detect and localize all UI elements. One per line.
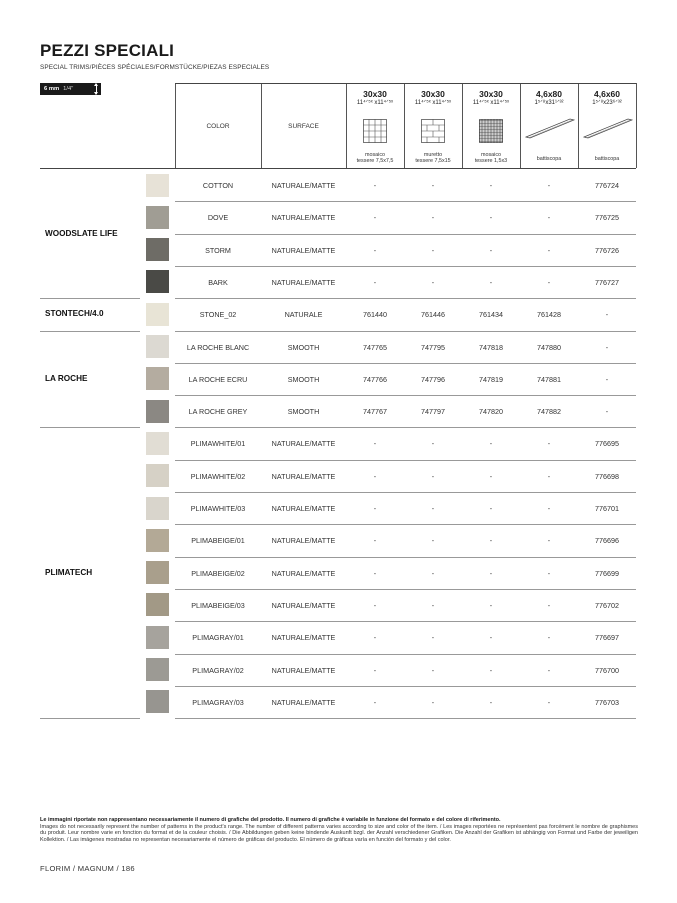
article-code: 776695 — [595, 439, 619, 449]
brick-pattern-icon — [421, 119, 445, 148]
surface-finish: NATURALE/MATTE — [271, 439, 336, 449]
surface-finish: NATURALE/MATTE — [271, 697, 336, 707]
article-code: - — [373, 697, 377, 707]
article-code: - — [489, 536, 493, 546]
color-swatch — [146, 367, 169, 390]
color-name: PLIMABEIGE/03 — [191, 600, 245, 610]
article-code: - — [373, 568, 377, 578]
article-code: - — [547, 665, 551, 675]
row-divider — [175, 718, 636, 719]
color-name: BARK — [208, 277, 228, 287]
article-code: - — [489, 633, 493, 643]
surface-finish: NATURALE/MATTE — [271, 471, 336, 481]
article-code: 776727 — [595, 277, 619, 287]
format-tile-size: tessere 7,5x7,5 — [356, 158, 394, 164]
article-code: - — [373, 504, 377, 513]
article-code: - — [431, 600, 435, 610]
group-divider — [40, 718, 140, 719]
color-name: COTTON — [202, 181, 234, 190]
format-description: muretto — [423, 152, 443, 158]
article-code: - — [547, 181, 551, 190]
article-code: 761446 — [421, 310, 445, 320]
article-code: - — [605, 342, 609, 352]
article-code: 747795 — [421, 342, 445, 352]
format-size: 4,6x80 — [536, 89, 562, 99]
article-code: - — [547, 568, 551, 578]
article-code: 761428 — [537, 310, 561, 320]
row-divider — [175, 492, 636, 493]
article-code: - — [547, 697, 551, 707]
page-title: PEZZI SPECIALI — [40, 41, 175, 60]
article-code: - — [431, 504, 435, 513]
color-swatch — [146, 658, 169, 681]
format-tile-size: tessere 1,5x3 — [474, 158, 508, 164]
article-code: - — [431, 439, 435, 449]
page-subtitle: SPECIAL TRIMS/PIÈCES SPÉCIALES/FORMSTÜCKE/PIEZAS ESPECIALES — [40, 64, 270, 71]
format-inch-size: 11⁴ᐟ⁵ˣ x11⁴ᐟ⁵ˣ — [356, 100, 394, 106]
surface-finish: NATURALE/MATTE — [271, 277, 336, 287]
article-code: 761440 — [363, 310, 387, 320]
color-swatch — [146, 561, 169, 584]
small-mosaic-icon — [479, 119, 503, 148]
article-code: - — [431, 697, 435, 707]
color-name: STONE_02 — [199, 310, 237, 320]
row-divider — [175, 363, 636, 364]
format-column-3 — [462, 90, 520, 168]
format-inch-size: 1⁵ᐟ⁸x31¹ᐟ³² — [534, 100, 564, 106]
skirting-icon — [582, 117, 634, 144]
article-code: - — [373, 600, 377, 610]
format-column-4 — [520, 90, 578, 168]
color-name: PLIMAWHITE/01 — [190, 439, 246, 449]
article-code: 747819 — [479, 374, 503, 384]
surface-finish: NATURALE/MATTE — [271, 536, 336, 546]
color-name: STORM — [205, 245, 231, 255]
format-inch-size: 11⁴ᐟ⁵ˣ x11⁴ᐟ⁵ˣ — [414, 100, 452, 106]
collection-name: LA ROCHE — [45, 373, 88, 383]
thickness-arrow-icon — [96, 84, 97, 94]
group-divider — [40, 331, 140, 332]
article-code: - — [547, 600, 551, 610]
surface-finish: NATURALE/MATTE — [271, 213, 336, 223]
page-footer: FLORIM / MAGNUM / 186 — [40, 864, 135, 873]
article-code: - — [431, 536, 435, 546]
article-code: - — [489, 471, 493, 481]
article-code: 747880 — [537, 342, 561, 352]
row-divider — [175, 266, 636, 267]
surface-finish: SMOOTH — [287, 374, 320, 384]
format-description: battiscopa — [594, 156, 620, 162]
format-tile-size: tessere 7,5x15 — [415, 158, 451, 164]
format-inch-size: 1⁵ᐟ⁸x23⁶ᐟ³² — [592, 100, 622, 106]
article-code: 776697 — [595, 633, 619, 643]
disclaimer-bold: Le immagini riportate non rappresentano necessariamente il numero di grafiche del prodotto. Il numero di grafiche è variabile in funzione del formato e del colore di riferimento. — [40, 817, 501, 823]
article-code: - — [431, 665, 435, 675]
surface-finish: NATURALE/MATTE — [271, 504, 336, 513]
article-code: - — [489, 600, 493, 610]
article-code: 776726 — [595, 245, 619, 255]
surface-finish: NATURALE/MATTE — [271, 600, 336, 610]
column-surface: SURFACE — [288, 123, 319, 130]
row-divider — [175, 201, 636, 202]
article-code: 776698 — [595, 471, 619, 481]
row-divider — [175, 427, 636, 428]
article-code: 776724 — [595, 181, 619, 190]
color-swatch — [146, 529, 169, 552]
color-swatch — [146, 497, 169, 520]
format-description: mosaico — [364, 152, 386, 158]
color-name: PLIMAGRAY/02 — [192, 665, 244, 675]
header-top-rule — [175, 83, 636, 84]
surface-finish: SMOOTH — [287, 407, 320, 417]
format-size: 30x30 — [363, 89, 387, 99]
format-column-2 — [404, 90, 462, 168]
article-code: - — [547, 277, 551, 287]
article-code: - — [489, 665, 493, 675]
article-code: 747882 — [537, 407, 561, 417]
color-swatch — [146, 206, 169, 229]
format-column-1 — [346, 90, 404, 168]
row-divider — [175, 654, 636, 655]
article-code: - — [489, 568, 493, 578]
row-divider — [175, 621, 636, 622]
header-divider — [636, 83, 637, 168]
article-code: - — [605, 374, 609, 384]
color-name: PLIMAGRAY/01 — [192, 633, 244, 643]
color-name: PLIMAGRAY/03 — [192, 697, 244, 707]
article-code: - — [373, 471, 377, 481]
color-name: DOVE — [207, 213, 229, 223]
article-code: 747765 — [363, 342, 387, 352]
disclaimer-text: Images do not necessarily represent the number of patterns in the product's range. The number of different patterns varies according to size and color of the item. / Les images reportées ne représentent pas forcément le nombre de graphismes du produit. Leur nombre varie en fonction du format et de la couleur choisis. / Die Abbildungen geben keine bindende Auskunft bzgl. der Anzahl verschiedener Grafiken. Die Anzahl der Grafiken ist abhängig von Format und Farbe der jeweiligen Kollektion. / Las imágenes mostradas no representan necesariamente el número de gráficas del producto. El número de gráficas varía en función del formato y del color. — [40, 824, 638, 843]
article-code: - — [547, 536, 551, 546]
article-code: - — [373, 213, 377, 223]
thickness-badge — [40, 83, 101, 95]
color-swatch — [146, 270, 169, 293]
color-name: PLIMABEIGE/02 — [191, 568, 245, 578]
article-code: - — [489, 504, 493, 513]
surface-finish: NATURALE — [284, 310, 323, 320]
color-swatch — [146, 335, 169, 358]
surface-finish: NATURALE/MATTE — [271, 245, 336, 255]
color-swatch — [146, 432, 169, 455]
article-code: 747766 — [363, 374, 387, 384]
color-swatch — [146, 464, 169, 487]
article-code: - — [547, 633, 551, 643]
row-divider — [175, 234, 636, 235]
row-divider — [175, 686, 636, 687]
article-code: - — [373, 439, 377, 449]
format-column-5 — [578, 90, 636, 168]
color-name: LA ROCHE GREY — [188, 407, 248, 417]
article-code: - — [547, 213, 551, 223]
article-code: 776703 — [595, 697, 619, 707]
article-code: - — [489, 697, 493, 707]
article-code: - — [373, 665, 377, 675]
color-name: LA ROCHE BLANC — [186, 342, 250, 352]
surface-finish: NATURALE/MATTE — [271, 181, 336, 190]
color-swatch — [146, 303, 169, 326]
article-code: 761434 — [479, 310, 503, 320]
thickness-mm: 6 mm — [44, 86, 60, 92]
article-code: 747767 — [363, 407, 387, 417]
surface-finish: NATURALE/MATTE — [271, 665, 336, 675]
format-inch-size: 11⁴ᐟ⁵ˣ x11⁴ᐟ⁵ˣ — [472, 100, 510, 106]
color-swatch — [146, 593, 169, 616]
format-size: 4,6x60 — [594, 89, 620, 99]
article-code: 776725 — [595, 213, 619, 223]
collection-name: WOODSLATE LIFE — [45, 228, 118, 238]
color-name: PLIMABEIGE/01 — [191, 536, 245, 546]
article-code: - — [547, 245, 551, 255]
article-code: - — [431, 568, 435, 578]
color-swatch — [146, 626, 169, 649]
article-code: - — [431, 213, 435, 223]
article-code: - — [605, 310, 609, 320]
format-size: 30x30 — [479, 89, 503, 99]
article-code: - — [431, 181, 435, 190]
article-code: - — [431, 471, 435, 481]
article-code: - — [373, 536, 377, 546]
color-swatch — [146, 238, 169, 261]
article-code: 747820 — [479, 407, 503, 417]
article-code: - — [431, 277, 435, 287]
article-code: - — [373, 245, 377, 255]
header-bottom-rule — [40, 168, 636, 169]
format-size: 30x30 — [421, 89, 445, 99]
article-code: 747797 — [421, 407, 445, 417]
color-name: PLIMAWHITE/02 — [190, 471, 246, 481]
article-code: 747881 — [537, 374, 561, 384]
row-divider — [175, 298, 636, 299]
color-name: LA ROCHE ECRU — [188, 374, 248, 384]
collection-name: PLIMATECH — [45, 567, 93, 577]
article-code: - — [489, 213, 493, 223]
article-code: - — [489, 181, 493, 190]
article-code: - — [489, 277, 493, 287]
article-code: - — [373, 277, 377, 287]
article-code: 776700 — [595, 665, 619, 675]
article-code: 776702 — [595, 600, 619, 610]
article-code: - — [489, 439, 493, 449]
article-code: - — [547, 439, 551, 449]
color-swatch — [146, 690, 169, 713]
row-divider — [175, 589, 636, 590]
article-code: - — [489, 245, 493, 255]
color-swatch — [146, 400, 169, 423]
color-name: PLIMAWHITE/03 — [190, 504, 246, 513]
surface-finish: SMOOTH — [287, 342, 320, 352]
row-divider — [175, 460, 636, 461]
color-swatch — [146, 174, 169, 197]
format-description: mosaico — [480, 152, 502, 158]
row-divider — [175, 395, 636, 396]
article-code: 747796 — [421, 374, 445, 384]
group-divider — [40, 298, 140, 299]
article-code: - — [547, 471, 551, 481]
article-code: 776699 — [595, 568, 619, 578]
row-divider — [175, 331, 636, 332]
article-code: - — [605, 407, 609, 417]
column-color: COLOR — [206, 123, 230, 130]
group-divider — [40, 427, 140, 428]
article-code: - — [431, 633, 435, 643]
format-description: battiscopa — [536, 156, 562, 162]
row-divider — [175, 524, 636, 525]
collection-name: STONTECH/4.0 — [45, 309, 104, 319]
article-code: - — [373, 633, 377, 643]
article-code: - — [431, 245, 435, 255]
article-code: 776701 — [595, 504, 619, 513]
thickness-inch: 1/4" — [63, 86, 74, 92]
skirting-icon — [524, 117, 576, 144]
article-code: - — [547, 504, 551, 513]
surface-finish: NATURALE/MATTE — [271, 568, 336, 578]
mosaic-grid-icon — [363, 119, 387, 148]
row-divider — [175, 557, 636, 558]
article-code: - — [373, 181, 377, 190]
article-code: 747818 — [479, 342, 503, 352]
article-code: 776696 — [595, 536, 619, 546]
surface-finish: NATURALE/MATTE — [271, 633, 336, 643]
